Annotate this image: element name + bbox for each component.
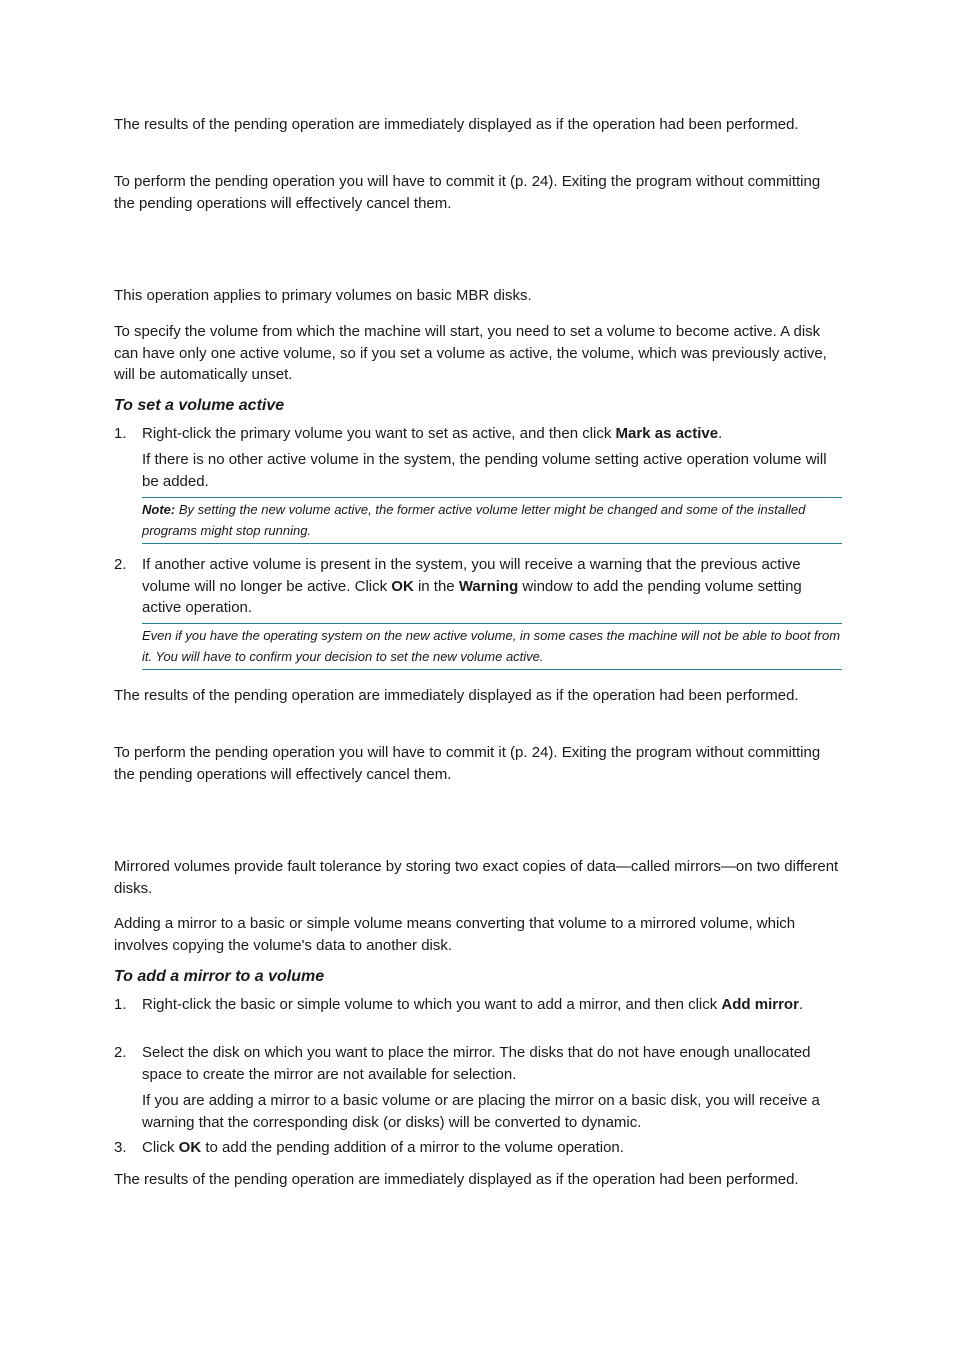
ui-term: Warning: [458, 577, 519, 595]
list-text: Click OK to add the pending addition of a mirror to the volume operation.: [142, 1139, 624, 1156]
list-text: If another active volume is present in the system, you will receive a warning that the previous active volume will no longer be active. Click OK in the Warning window to add the pending volume setting active operation.: [142, 556, 802, 616]
list-number: 1.: [114, 996, 127, 1013]
list-subparagraph: If there is no other active volume in the system, the pending volume setting active operation volume will be added.: [142, 451, 827, 490]
note-text: By setting the new volume active, the former active volume letter might be changed and some of the installed programs might stop running.: [142, 502, 806, 538]
paragraph: Adding a mirror to a basic or simple volume means converting that volume to a mirrored volume, which involves copying the volume's data to another disk.: [114, 915, 796, 954]
list-text: Right-click the primary volume you want to set as active, and then click Mark as active.: [142, 425, 723, 442]
paragraph: To specify the volume from which the machine will start, you need to set a volume to become active. A disk can have only one active volume, so if you set a volume as active, the volume, which was previously active, will be automatically unset.: [114, 323, 827, 383]
paragraph: To perform the pending operation you will have to commit it (p. 24). Exiting the program without committing the pending operations will effectively cancel them.: [114, 744, 821, 783]
list-subparagraph: If you are adding a mirror to a basic volume or are placing the mirror on a basic disk, you will receive a warning that the corresponding disk (or disks) will be converted to dynamic.: [142, 1092, 820, 1131]
paragraph: The results of the pending operation are immediately displayed as if the operation had been performed.: [114, 1171, 799, 1188]
list-text: Select the disk on which you want to place the mirror. The disks that do not have enough unallocated space to create the mirror are not available for selection.: [142, 1044, 811, 1083]
ui-term: OK: [178, 1139, 202, 1156]
paragraph: This operation applies to primary volumes on basic MBR disks.: [114, 287, 532, 304]
procedure-heading: To set a volume active: [114, 397, 285, 414]
ui-term: Mark as active: [615, 425, 719, 442]
note-box: [142, 623, 842, 670]
list-number: 1.: [114, 425, 127, 442]
paragraph: The results of the pending operation are immediately displayed as if the operation had been performed.: [114, 687, 799, 704]
list-text: Right-click the basic or simple volume to which you want to add a mirror, and then click Add mirror.: [142, 996, 804, 1013]
paragraph: The results of the pending operation are immediately displayed as if the operation had been performed.: [114, 116, 799, 133]
list-number: 2.: [114, 556, 127, 573]
paragraph: To perform the pending operation you will have to commit it (p. 24). Exiting the program without committing the pending operations will effectively cancel them.: [114, 173, 821, 212]
note-label: Note:: [142, 502, 176, 517]
procedure-heading: To add a mirror to a volume: [114, 968, 325, 985]
note-text: Even if you have the operating system on the new active volume, in some cases the machine will not be able to boot from it. You will have to confirm your decision to set the new volume active.: [142, 628, 841, 664]
paragraph: Mirrored volumes provide fault tolerance by storing two exact copies of data—called mirrors—on two different disks.: [114, 858, 839, 897]
ui-term: OK: [391, 577, 414, 595]
note-box: [142, 497, 842, 544]
list-number: 3.: [114, 1139, 127, 1156]
list-number: 2.: [114, 1044, 127, 1061]
ui-term: Add mirror: [721, 996, 799, 1013]
